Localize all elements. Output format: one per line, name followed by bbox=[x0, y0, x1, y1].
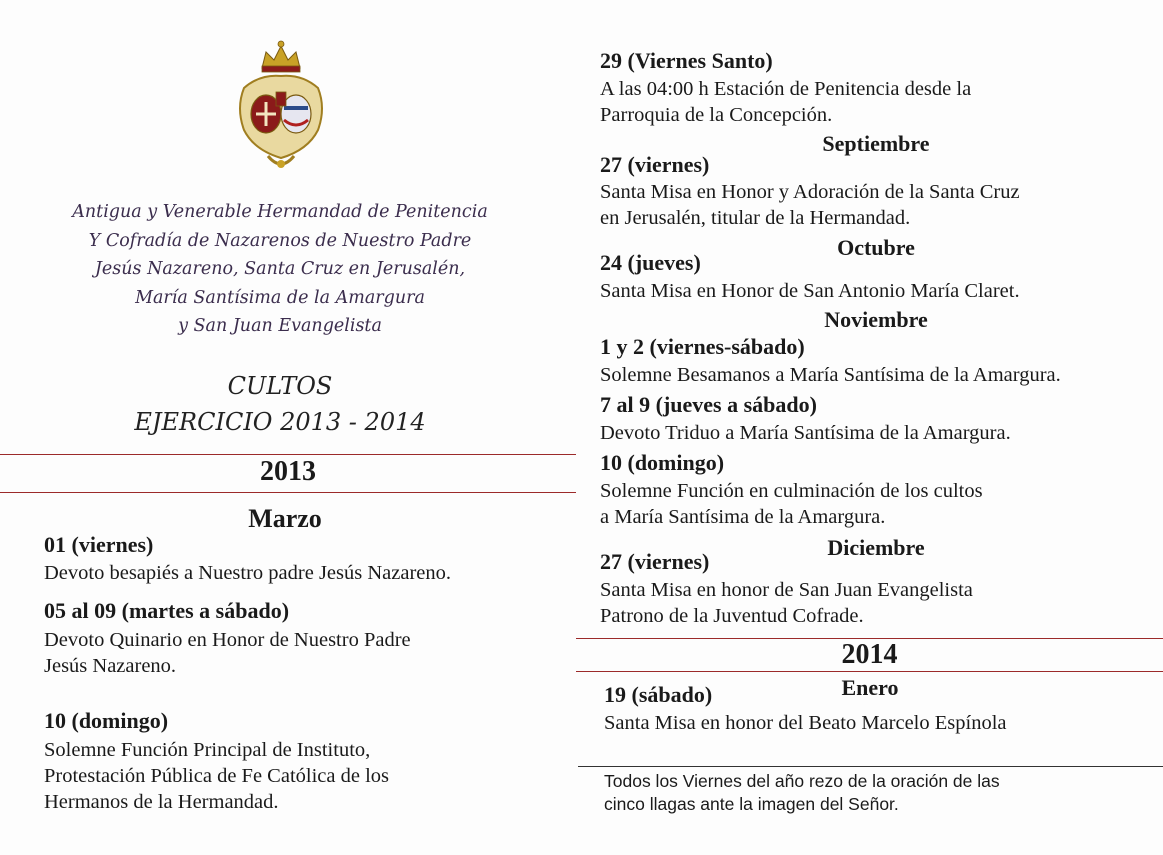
event-line: Solemne Besamanos a María Santísima de la Amargura. bbox=[600, 364, 1061, 386]
footer-note bbox=[604, 770, 1000, 816]
year-2014-heading: 2014 bbox=[841, 639, 898, 670]
event-line: Santa Misa en Honor y Adoración de la Santa Cruz bbox=[600, 181, 1020, 203]
footer-note-line: cinco llagas ante la imagen del Señor. bbox=[604, 794, 899, 814]
event-line: en Jerusalén, titular de la Hermandad. bbox=[600, 207, 911, 229]
event-date: 19 (sábado) bbox=[604, 682, 713, 707]
month-octubre: Octubre bbox=[837, 235, 915, 260]
event-description bbox=[600, 420, 1011, 446]
event-line: Jesús Nazareno. bbox=[44, 655, 177, 677]
brotherhood-name bbox=[40, 198, 520, 341]
event-description bbox=[600, 278, 1020, 304]
year-2013-heading: 2013 bbox=[260, 456, 316, 487]
month-noviembre: Noviembre bbox=[824, 307, 928, 332]
brotherhood-crest bbox=[232, 38, 330, 170]
month-marzo: Marzo bbox=[248, 504, 322, 533]
event-date: 27 (viernes) bbox=[600, 549, 710, 574]
event-date: 7 al 9 (jueves a sábado) bbox=[600, 392, 817, 417]
event-description bbox=[600, 577, 973, 629]
event-date: 27 (viernes) bbox=[600, 152, 710, 177]
event-description bbox=[600, 76, 971, 128]
event-description bbox=[600, 478, 983, 530]
event-line: Parroquia de la Concepción. bbox=[600, 104, 833, 126]
event-date: 05 al 09 (martes a sábado) bbox=[44, 598, 290, 623]
event-line: A las 04:00 h Estación de Penitencia desde la bbox=[600, 78, 972, 100]
event-date: 01 (viernes) bbox=[44, 532, 154, 557]
event-line: Protestación Pública de Fe Católica de los bbox=[44, 765, 390, 787]
rule-bottom-2014 bbox=[576, 671, 1163, 672]
event-date: 1 y 2 (viernes-sábado) bbox=[600, 334, 805, 359]
event-line: Hermanos de la Hermandad. bbox=[44, 791, 279, 813]
event-line: Santa Misa en honor de San Juan Evangelista bbox=[600, 579, 973, 601]
cultos-heading bbox=[40, 368, 520, 440]
event-description bbox=[600, 179, 1020, 231]
event-line: Devoto besapiés a Nuestro padre Jesús Nazareno. bbox=[44, 562, 452, 584]
event-line: Santa Misa en Honor de San Antonio María Claret. bbox=[600, 280, 1020, 302]
brotherhood-name-line: y San Juan Evangelista bbox=[178, 316, 382, 336]
rule-bottom-2013 bbox=[0, 492, 576, 493]
event-description bbox=[44, 560, 451, 586]
event-line: Solemne Función en culminación de los cultos bbox=[600, 480, 983, 502]
rule-top-2013 bbox=[0, 454, 576, 455]
event-line: Devoto Triduo a María Santísima de la Amargura. bbox=[600, 422, 1011, 444]
footer-rule bbox=[578, 766, 1163, 767]
event-line: Solemne Función Principal de Instituto, bbox=[44, 739, 371, 761]
event-description bbox=[604, 710, 1007, 736]
event-date: 10 (domingo) bbox=[44, 708, 169, 733]
brotherhood-name-line: Y Cofradía de Nazarenos de Nuestro Padre bbox=[88, 230, 472, 251]
event-line: a María Santísima de la Amargura. bbox=[600, 506, 886, 528]
event-description bbox=[44, 737, 389, 815]
month-septiembre: Septiembre bbox=[822, 131, 930, 156]
event-description bbox=[44, 627, 411, 679]
event-line: Devoto Quinario en Honor de Nuestro Padre bbox=[44, 629, 411, 651]
event-date: 29 (Viernes Santo) bbox=[600, 48, 773, 73]
event-date: 24 (jueves) bbox=[600, 250, 701, 275]
month-enero: Enero bbox=[841, 675, 899, 700]
month-diciembre: Diciembre bbox=[827, 535, 925, 560]
event-line: Patrono de la Juventud Cofrade. bbox=[600, 605, 864, 627]
brotherhood-name-line: Antigua y Venerable Hermandad de Penitencia bbox=[72, 202, 488, 222]
footer-note-line: Todos los Viernes del año rezo de la oración de las bbox=[604, 771, 1000, 791]
event-description bbox=[600, 362, 1061, 388]
cultos-title: CULTOS bbox=[227, 372, 333, 400]
brotherhood-name-line: María Santísima de la Amargura bbox=[135, 287, 425, 308]
event-date: 10 (domingo) bbox=[600, 450, 725, 475]
ejercicio-title: EJERCICIO 2013 - 2014 bbox=[134, 408, 426, 436]
brotherhood-name-line: Jesús Nazareno, Santa Cruz en Jerusalén, bbox=[94, 259, 466, 279]
event-line: Santa Misa en honor del Beato Marcelo Espínola bbox=[604, 712, 1007, 734]
